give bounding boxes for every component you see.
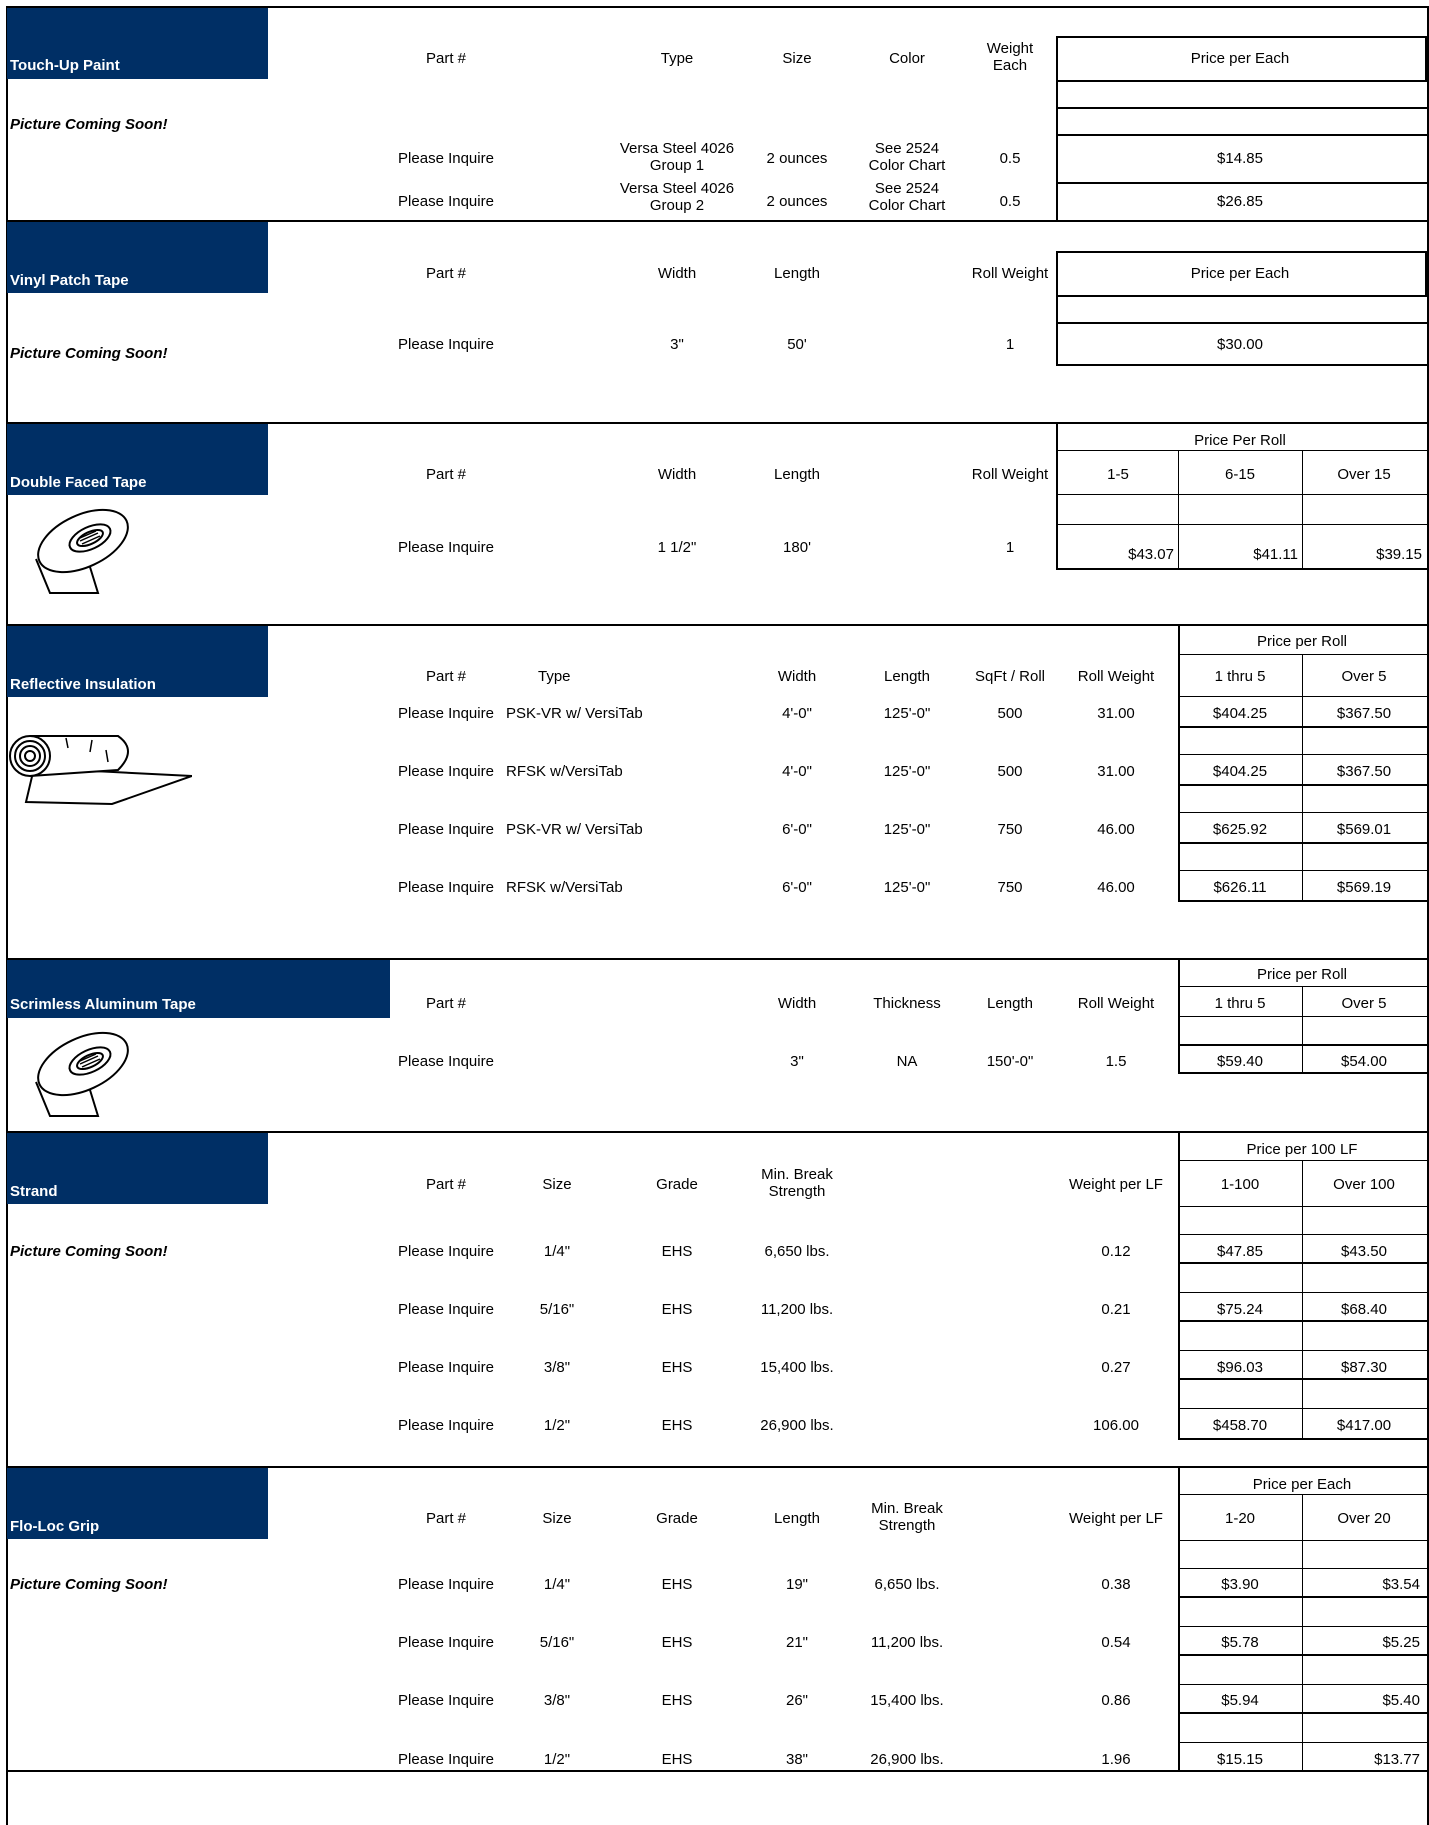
col-header-width: Width: [777, 995, 817, 1012]
width-cell: 6'-0": [782, 821, 812, 838]
length-cell: 19": [785, 1576, 809, 1593]
col-header-weight: Weight Each: [986, 40, 1034, 74]
size-cell: 1/2": [543, 1751, 571, 1768]
grid-line: [1302, 986, 1303, 1074]
grid-line: [1178, 870, 1427, 871]
weight-cell: 0.27: [1101, 1359, 1131, 1376]
weight-cell: 1: [1005, 336, 1015, 353]
price-cell: $5.78: [1221, 1634, 1259, 1651]
grid-line: [1056, 364, 1427, 366]
weight-cell: 31.00: [1097, 705, 1135, 722]
part-cell: Please Inquire: [398, 539, 494, 556]
grid-line: [1178, 1320, 1427, 1322]
price-cell: $47.85: [1217, 1243, 1263, 1260]
price-cell: $87.30: [1341, 1359, 1387, 1376]
grade-cell: EHS: [661, 1301, 693, 1318]
price-tier-header: 6-15: [1224, 466, 1256, 483]
strength-cell: 6,650 lbs.: [874, 1576, 940, 1593]
grid-line: [1302, 654, 1303, 902]
weight-cell: 46.00: [1097, 821, 1135, 838]
grade-cell: EHS: [661, 1359, 693, 1376]
col-header-type: Type: [660, 50, 694, 67]
col-header-weight-per-lf: Weight per LF: [1069, 1176, 1163, 1193]
grid-line: [1178, 1712, 1427, 1714]
thickness-cell: NA: [896, 1053, 918, 1070]
col-header-size: Size: [542, 1510, 572, 1527]
col-header-grade: Grade: [656, 1176, 698, 1193]
part-cell: Please Inquire: [398, 821, 494, 838]
part-cell: Please Inquire: [398, 193, 494, 210]
color-cell: See 2524 Color Chart: [868, 180, 946, 214]
weight-cell: 0.54: [1101, 1634, 1131, 1651]
grid-line: [1178, 1262, 1427, 1264]
grid-line: [1056, 182, 1427, 184]
grid-line: [1056, 322, 1427, 324]
price-cell: $30.00: [1217, 336, 1263, 353]
grid-line: [1056, 107, 1427, 109]
price-cell: $5.94: [1221, 1692, 1259, 1709]
grid-line: [1178, 1044, 1427, 1046]
length-cell: 125'-0": [883, 763, 931, 780]
price-group-header: Price Per Roll: [1194, 432, 1286, 449]
price-cell: $3.54: [1382, 1576, 1420, 1593]
col-header-size: Size: [542, 1176, 572, 1193]
sqft-cell: 500: [997, 705, 1023, 722]
price-cell: $43.07: [1128, 546, 1174, 563]
price-tier-header: 1-100: [1220, 1176, 1260, 1193]
strength-cell: 15,400 lbs.: [760, 1359, 834, 1376]
part-cell: Please Inquire: [398, 1634, 494, 1651]
grid-line: [1178, 1350, 1427, 1351]
size-cell: 3/8": [543, 1359, 571, 1376]
strength-cell: 11,200 lbs.: [760, 1301, 834, 1318]
grid-line: [1178, 726, 1427, 728]
price-header: Price per Each: [1190, 265, 1290, 282]
picture-coming-soon: Picture Coming Soon!: [10, 345, 168, 362]
length-cell: 26": [785, 1692, 809, 1709]
section-title: Scrimless Aluminum Tape: [10, 996, 196, 1013]
grid-line: [1178, 1540, 1427, 1541]
col-header-length: Length: [987, 995, 1033, 1012]
price-tier-header: Over 5: [1341, 668, 1387, 685]
price-cell: $13.77: [1374, 1751, 1420, 1768]
grid-line: [1178, 1654, 1427, 1656]
price-cell: $75.24: [1217, 1301, 1263, 1318]
type-cell: Versa Steel 4026 Group 2: [619, 180, 735, 214]
sqft-cell: 750: [997, 821, 1023, 838]
price-cell: $417.00: [1336, 1417, 1392, 1434]
price-cell: $59.40: [1217, 1053, 1263, 1070]
grid-line: [1178, 696, 1427, 697]
weight-cell: 0.86: [1101, 1692, 1131, 1709]
picture-coming-soon: Picture Coming Soon!: [10, 116, 168, 133]
grid-line: [1056, 80, 1058, 221]
grid-line: [1178, 754, 1427, 755]
col-header-part: Part #: [425, 668, 467, 685]
length-cell: 50': [787, 336, 807, 353]
section-title: Double Faced Tape: [10, 474, 147, 491]
type-cell: RFSK w/VersiTab: [506, 879, 623, 896]
weight-cell: 0.5: [999, 193, 1021, 210]
part-cell: Please Inquire: [398, 1692, 494, 1709]
part-cell: Please Inquire: [398, 1243, 494, 1260]
grade-cell: EHS: [661, 1576, 693, 1593]
type-cell: PSK-VR w/ VersiTab: [506, 821, 643, 838]
col-header-part: Part #: [425, 1176, 467, 1193]
col-header-color: Color: [889, 50, 925, 67]
grid-line: [1178, 1568, 1427, 1569]
picture-coming-soon: Picture Coming Soon!: [10, 1243, 168, 1260]
weight-cell: 1.5: [1105, 1053, 1127, 1070]
price-group-header: Price per 100 LF: [1246, 1141, 1358, 1158]
price-cell: $569.01: [1336, 821, 1392, 838]
picture-coming-soon: Picture Coming Soon!: [10, 1576, 168, 1593]
sqft-cell: 750: [997, 879, 1023, 896]
grid-line: [1178, 1438, 1427, 1440]
price-cell: $54.00: [1341, 1053, 1387, 1070]
grid-line: [1056, 450, 1427, 451]
size-cell: 3/8": [543, 1692, 571, 1709]
tape-roll-icon: [28, 505, 138, 597]
col-header-width: Width: [657, 265, 697, 282]
col-header-weight-per-lf: Weight per LF: [1069, 1510, 1163, 1527]
part-cell: Please Inquire: [398, 1417, 494, 1434]
type-cell: RFSK w/VersiTab: [506, 763, 623, 780]
width-cell: 3": [790, 1053, 804, 1070]
section-title: Reflective Insulation: [10, 676, 156, 693]
col-header-size: Size: [782, 50, 812, 67]
col-header-length: Length: [884, 668, 930, 685]
grade-cell: EHS: [661, 1417, 693, 1434]
insulation-roll-icon: [6, 730, 192, 806]
price-cell: $569.19: [1336, 879, 1392, 896]
weight-cell: 0.5: [999, 150, 1021, 167]
type-cell: Versa Steel 4026 Group 1: [619, 140, 735, 174]
section-divider: [6, 1770, 1429, 1772]
size-cell: 1/4": [543, 1576, 571, 1593]
price-cell: $404.25: [1212, 763, 1268, 780]
grid-line: [1178, 1234, 1427, 1235]
size-cell: 1/2": [543, 1417, 571, 1434]
grid-line: [1178, 1016, 1427, 1017]
grade-cell: EHS: [661, 1692, 693, 1709]
col-header-part: Part #: [425, 265, 467, 282]
part-cell: Please Inquire: [398, 879, 494, 896]
col-header-part: Part #: [425, 1510, 467, 1527]
price-cell: $3.90: [1221, 1576, 1259, 1593]
price-cell: $626.11: [1213, 879, 1267, 896]
grid-line: [1056, 422, 1058, 570]
col-header-min-break-strength: Min. Break Strength: [871, 1500, 943, 1534]
length-cell: 125'-0": [883, 705, 931, 722]
width-cell: 1 1/2": [657, 539, 697, 556]
length-cell: 125'-0": [883, 821, 931, 838]
grid-line: [1178, 784, 1427, 786]
price-cell: $39.15: [1376, 546, 1422, 563]
grid-line: [1178, 1742, 1427, 1743]
strength-cell: 6,650 lbs.: [764, 1243, 830, 1260]
col-header-min-break-strength: Min. Break Strength: [761, 1166, 833, 1200]
grid-line: [1178, 1131, 1180, 1440]
price-group-header: Price per Each: [1252, 1476, 1352, 1493]
part-cell: Please Inquire: [398, 705, 494, 722]
grid-line: [1178, 842, 1427, 844]
price-cell: $458.70: [1212, 1417, 1268, 1434]
type-cell: PSK-VR w/ VersiTab: [506, 705, 643, 722]
weight-cell: 106.00: [1093, 1417, 1139, 1434]
strength-cell: 26,900 lbs.: [760, 1417, 834, 1434]
grid-line: [1178, 1408, 1427, 1409]
section-title: Flo-Loc Grip: [10, 1518, 100, 1535]
col-header-part: Part #: [425, 466, 467, 483]
weight-cell: 1.96: [1101, 1751, 1131, 1768]
grade-cell: EHS: [661, 1751, 693, 1768]
col-header-part: Part #: [425, 995, 467, 1012]
col-header-roll-weight: Roll Weight: [971, 466, 1049, 483]
price-tier-header: Over 100: [1333, 1176, 1395, 1193]
strength-cell: 11,200 lbs.: [870, 1634, 944, 1651]
grid-line: [1178, 1206, 1427, 1207]
price-tier-header: Over 20: [1337, 1510, 1391, 1527]
price-cell: $404.25: [1212, 705, 1268, 722]
weight-cell: 31.00: [1097, 763, 1135, 780]
grid-line: [1178, 1292, 1427, 1293]
price-cell: $5.40: [1382, 1692, 1420, 1709]
col-header-length: Length: [774, 265, 820, 282]
price-cell: $43.50: [1341, 1243, 1387, 1260]
col-header-roll-weight: Roll Weight: [1077, 668, 1155, 685]
grid-line: [1178, 1626, 1427, 1627]
grid-line: [1302, 1494, 1303, 1772]
price-tier-header: 1 thru 5: [1214, 995, 1266, 1012]
grid-line: [1056, 568, 1427, 570]
length-cell: 150'-0": [986, 1053, 1034, 1070]
col-header-sqft: SqFt / Roll: [974, 668, 1046, 685]
grid-line: [1178, 624, 1180, 902]
col-header-grade: Grade: [656, 1510, 698, 1527]
price-cell: $96.03: [1217, 1359, 1263, 1376]
grid-line: [1056, 494, 1427, 495]
grid-line: [1178, 812, 1427, 813]
grid-line: [1056, 134, 1427, 136]
price-cell: $367.50: [1336, 705, 1392, 722]
col-header-roll-weight: Roll Weight: [1077, 995, 1155, 1012]
grid-line: [1178, 900, 1427, 902]
size-cell: 2 ounces: [766, 150, 828, 167]
price-cell: $15.15: [1217, 1751, 1263, 1768]
part-cell: Please Inquire: [398, 1053, 494, 1070]
part-cell: Please Inquire: [398, 1751, 494, 1768]
price-cell: $625.92: [1212, 821, 1268, 838]
price-tier-header: Over 5: [1341, 995, 1387, 1012]
size-cell: 5/16": [539, 1634, 575, 1651]
col-header-width: Width: [777, 668, 817, 685]
width-cell: 6'-0": [782, 879, 812, 896]
grid-line: [1302, 450, 1303, 570]
col-header-length: Length: [774, 466, 820, 483]
part-cell: Please Inquire: [398, 1301, 494, 1318]
grid-line: [1302, 1160, 1303, 1440]
price-cell: $41.11: [1253, 546, 1298, 563]
price-tier-header: 1-5: [1107, 466, 1129, 483]
grid-line: [1178, 1684, 1427, 1685]
part-cell: Please Inquire: [398, 1576, 494, 1593]
price-tier-header: 1 thru 5: [1214, 668, 1266, 685]
weight-cell: 1: [1005, 539, 1015, 556]
col-header-width: Width: [657, 466, 697, 483]
length-cell: 180': [783, 539, 811, 556]
part-cell: Please Inquire: [398, 336, 494, 353]
size-cell: 1/4": [543, 1243, 571, 1260]
price-cell: $367.50: [1336, 763, 1392, 780]
width-cell: 4'-0": [782, 705, 812, 722]
weight-cell: 0.21: [1101, 1301, 1131, 1318]
price-cell: $26.85: [1217, 193, 1263, 210]
col-header-part: Part #: [425, 50, 467, 67]
col-header-roll-weight: Roll Weight: [971, 265, 1049, 282]
grade-cell: EHS: [661, 1243, 693, 1260]
size-cell: 2 ounces: [766, 193, 828, 210]
price-group-header: Price per Roll: [1256, 633, 1348, 650]
price-cell: $14.85: [1217, 150, 1263, 167]
color-cell: See 2524 Color Chart: [868, 140, 946, 174]
col-header-type: Type: [538, 668, 571, 685]
col-header-length: Length: [774, 1510, 820, 1527]
price-cell: $68.40: [1341, 1301, 1387, 1318]
price-tier-header: 1-20: [1224, 1510, 1256, 1527]
strength-cell: 26,900 lbs.: [870, 1751, 944, 1768]
grid-line: [1056, 524, 1427, 525]
length-cell: 38": [785, 1751, 809, 1768]
width-cell: 3": [670, 336, 684, 353]
grid-line: [1178, 450, 1179, 570]
part-cell: Please Inquire: [398, 150, 494, 167]
grid-line: [1056, 295, 1058, 366]
strength-cell: 15,400 lbs.: [870, 1692, 944, 1709]
sqft-cell: 500: [997, 763, 1023, 780]
section-title: Touch-Up Paint: [10, 57, 120, 74]
section-title: Vinyl Patch Tape: [10, 272, 129, 289]
part-cell: Please Inquire: [398, 763, 494, 780]
price-tier-header: Over 15: [1337, 466, 1391, 483]
section-title: Strand: [10, 1183, 58, 1200]
width-cell: 4'-0": [782, 763, 812, 780]
weight-cell: 0.12: [1101, 1243, 1131, 1260]
part-cell: Please Inquire: [398, 1359, 494, 1376]
price-cell: $5.25: [1382, 1634, 1420, 1651]
grid-line: [1178, 1072, 1427, 1074]
price-header: Price per Each: [1190, 50, 1290, 67]
col-header-thickness: Thickness: [873, 995, 941, 1012]
grade-cell: EHS: [661, 1634, 693, 1651]
grid-line: [1178, 1466, 1180, 1772]
length-cell: 125'-0": [883, 879, 931, 896]
size-cell: 5/16": [539, 1301, 575, 1318]
weight-cell: 0.38: [1101, 1576, 1131, 1593]
weight-cell: 46.00: [1097, 879, 1135, 896]
price-group-header: Price per Roll: [1256, 966, 1348, 983]
grid-line: [1178, 1378, 1427, 1380]
grid-line: [1178, 1596, 1427, 1598]
tape-roll-icon: [28, 1028, 138, 1120]
length-cell: 21": [785, 1634, 809, 1651]
